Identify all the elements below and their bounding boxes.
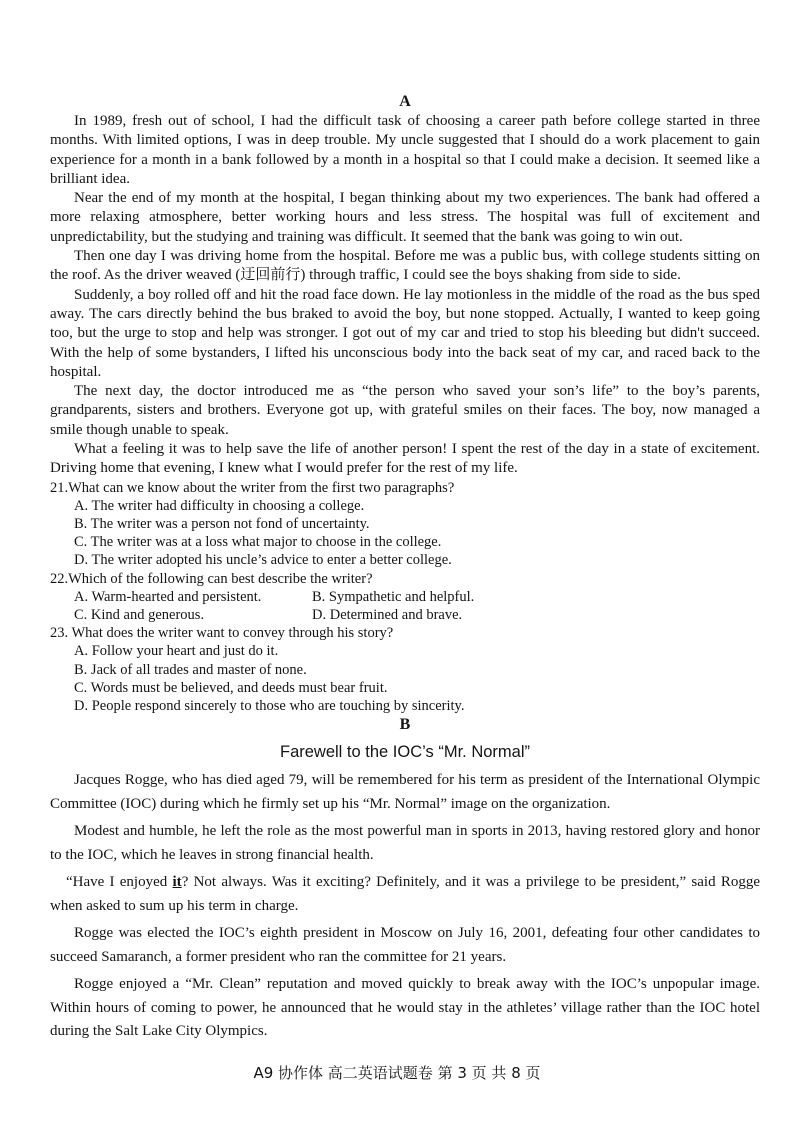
question-23 (50, 624, 760, 715)
quote-text-after: ? Not always. Was it exciting? Definitely, and it was a privilege to be president,” said Rogge when asked to sum up his term in charge. (50, 874, 760, 914)
question-22 (50, 570, 760, 625)
question-21-option-a: A. The writer had difficulty in choosing a college. (74, 497, 365, 514)
passage-b-paragraph-5: Rogge enjoyed a “Mr. Clean” reputation and moved quickly to break away with the IOC’s unpopular image. Within hours of coming to power, he announced that he would stay in the athletes’ village rather than the IOC hotel during the Salt Lake City Olympics. (50, 976, 760, 1040)
passage-a-paragraph-6: What a feeling it was to help save the life of another person! I spent the rest of the day in a state of excitement. Driving home that evening, I knew what I would prefer for the rest of my life. (50, 441, 760, 477)
question-22-option-c: C. Kind and generous. (74, 607, 205, 624)
question-21-option-d: D. The writer adopted his uncle’s advice to enter a better college. (74, 552, 452, 569)
question-23-option-d: D. People respond sincerely to those who are touching by sincerity. (74, 698, 465, 715)
question-23-stem: 23. What does the writer want to convey through his story? (50, 625, 394, 642)
question-21-option-c: C. The writer was at a loss what major to choose in the college. (74, 534, 442, 551)
question-23-option-a: A. Follow your heart and just do it. (74, 643, 279, 660)
question-22-options-row-2 (74, 606, 760, 624)
question-22-stem: 22.Which of the following can best describe the writer? (50, 570, 373, 587)
section-b-heading: B (399, 716, 411, 734)
quote-text-before: “Have I enjoyed (66, 874, 173, 891)
passage-a-paragraph-5: The next day, the doctor introduced me as “the person who saved your son’s life” to the boy’s parents, grandparents, sisters and brothers. Everyone got up, with grateful smiles on their faces. The boy, now managed a smile though unable to speak. (50, 383, 760, 438)
page-footer: A9 协作体 高二英语试题卷 第 3 页 共 8 页 (253, 1064, 541, 1082)
passage-a-paragraph-2: Near the end of my month at the hospital, I began thinking about my two experiences. The bank had offered a more relaxing atmosphere, better working hours and less stress. The hospital was full of excitement and unpredictability, but the studying and training was difficult. It seemed that the bank was going to win out. (50, 190, 760, 245)
passage-a-paragraph-4: Suddenly, a boy rolled off and hit the road face down. He lay motionless in the middle of the road as the bus sped away. The cars directly behind the bus braked to avoid the boy, but none stopped. Actually, I wanted to keep going too, but the urge to stop and help was stronger. I got out of my car and tried to stop his bleeding but didn't succeed. With the help of some bystanders, I lifted his unconscious body into the back seat of my car, and raced back to the hospital. (50, 286, 760, 380)
question-22-option-d: D. Determined and brave. (312, 607, 463, 624)
exam-page (50, 92, 760, 1048)
question-21-stem: 21.What can we know about the writer from the first two paragraphs? (50, 479, 455, 496)
passage-b-paragraph-4: Rogge was elected the IOC’s eighth president in Moscow on July 16, 2001, defeating four other candidates to succeed Samaranch, a former president who ran the committee for 21 years. (50, 925, 760, 965)
passage-b-quote-paragraph (50, 871, 760, 918)
section-a-heading: A (399, 93, 411, 110)
question-21-option-b: B. The writer was a person not fond of uncertainty. (74, 516, 370, 533)
passage-b-paragraph-2: Modest and humble, he left the role as the most powerful man in sports in 2013, having restored glory and honor to the IOC, which he leaves in strong financial health. (50, 823, 760, 863)
question-22-option-b: B. Sympathetic and helpful. (312, 588, 475, 605)
underlined-word: it (172, 874, 182, 891)
passage-a-paragraph-1: In 1989, fresh out of school, I had the difficult task of choosing a career path before college started in three months. With limited options, I was in deep trouble. My uncle suggested that I should do a work placement to gain experience for a month in a bank followed by a month in a hospital so that I could make a decision. It seemed like a brilliant idea. (50, 113, 760, 187)
question-23-option-b: B. Jack of all trades and master of none. (74, 661, 307, 678)
question-21 (50, 479, 760, 570)
passage-a-paragraph-3: Then one day I was driving home from the hospital. Before me was a public bus, with college students sitting on the roof. As the driver weaved (迂回前行) through traffic, I could see the boys shaking from side to side. (50, 248, 760, 284)
passage-b-paragraph-1: Jacques Rogge, who has died aged 79, will be remembered for his term as president of the International Olympic Committee (IOC) during which he firmly set up his “Mr. Normal” image on the organization. (50, 772, 760, 812)
question-22-option-a: A. Warm-hearted and persistent. (74, 588, 262, 605)
question-22-options-row-1 (74, 588, 760, 606)
article-title: Farewell to the IOC’s “Mr. Normal” (280, 743, 530, 762)
question-23-option-c: C. Words must be believed, and deeds must bear fruit. (74, 679, 388, 696)
